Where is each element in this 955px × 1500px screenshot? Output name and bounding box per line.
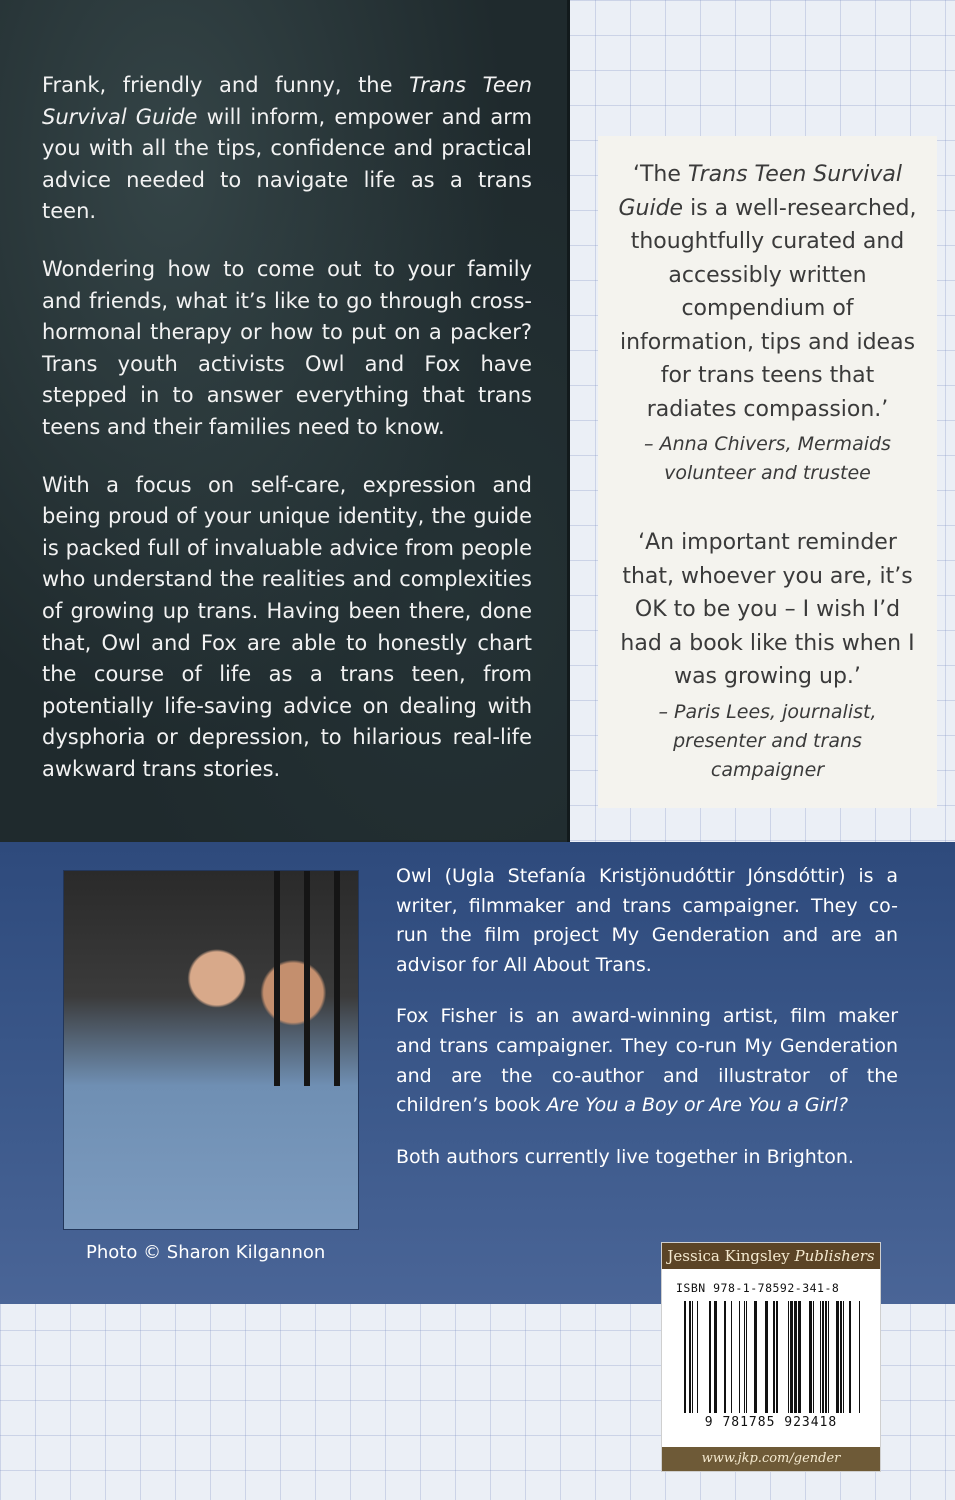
barcode-bar	[828, 1301, 829, 1413]
barcode-bar	[697, 1301, 698, 1413]
barcode-panel	[661, 1242, 881, 1472]
ean-digits: 9 781785 923418	[704, 1415, 838, 1430]
barcode-bar	[790, 1301, 793, 1413]
barcode-bar	[714, 1301, 717, 1413]
barcode-bar	[798, 1301, 801, 1413]
barcode-bar	[765, 1301, 768, 1413]
endorsement-quote-2: ‘An important reminder that, whoever you are, it’s OK to be you – I wish I’d had a book like this when I was growing up.’	[620, 530, 915, 689]
barcode-bar	[754, 1301, 757, 1413]
endorsement-box	[598, 136, 937, 808]
barcode-bar	[684, 1301, 686, 1413]
barcode-bar	[744, 1301, 745, 1413]
bio-location: Both authors currently live together in Brighton.	[396, 1145, 854, 1168]
barcode-bar	[859, 1301, 860, 1413]
barcode-bar	[689, 1301, 691, 1413]
blurb-paragraph-2: Wondering how to come out to your family and friends, what it’s like to go through cross-hormonal therapy or how to put on a packer? Trans youth activists Owl and Fox have stepped in to answer everything that trans teens and their families need to know.	[42, 256, 532, 439]
endorsement-quote-1: ‘The Trans Teen Survival Guide is a well-researched, thoughtfully curated and accessibly written compendium of information, tips and ideas for trans teens that radiates compassion.’	[618, 162, 917, 422]
isbn-number: ISBN 978-1-78592-341-8	[676, 1281, 840, 1295]
barcode-bar	[794, 1301, 797, 1413]
blurb-paragraph-1: Frank, friendly and funny, the Trans Teen Survival Guide will inform, empower and arm you with all the tips, confidence and practical advice needed to navigate life as a trans teen.	[42, 73, 533, 224]
bio-owl: Owl (Ugla Stefanía Kristjönudóttir Jónsdóttir) is a writer, filmmaker and trans campaigner. They co-run the film project My Genderation and are an advisor for All About Trans.	[396, 865, 898, 976]
publisher-website: www.jkp.com/gender	[662, 1447, 880, 1471]
publisher-logo: Jessica Kingsley Publishers	[662, 1243, 880, 1269]
bio-fox: Fox Fisher is an award-winning artist, film maker and trans campaigner. They co-run My Genderation and are the co-author and illustrator of the children’s book Are You a Boy or Are You a Girl?	[396, 1005, 898, 1117]
barcode-bar	[836, 1301, 839, 1413]
barcode-bar	[692, 1301, 693, 1413]
barcode-icon	[684, 1301, 860, 1413]
barcode-bar	[788, 1301, 789, 1413]
blurb-paragraph-3: With a focus on self-care, expression and being proud of your unique identity, the guide is packed full of invaluable advice from people who understand the realities and complexities of growing up trans. Having been there, done that, Owl and Fox are able to honestly chart the course of life as a trans teen, from potentially life-saving advice on dealing with dysphoria or depression, to hilarious real-life awkward trans stories.	[42, 472, 532, 781]
barcode-bar	[776, 1301, 778, 1413]
photo-credit: Photo © Sharon Kilgannon	[86, 1242, 326, 1263]
barcode-bar	[809, 1301, 812, 1413]
childrens-book-title: Are You a Boy or Are You a Girl?	[546, 1094, 849, 1117]
barcode-bar	[709, 1301, 711, 1413]
barcode-bar	[813, 1301, 814, 1413]
endorsement-attribution-1: – Anna Chivers, Mermaids volunteer and trustee	[644, 433, 891, 484]
barcode-bar	[820, 1301, 821, 1413]
barcode-bar	[843, 1301, 844, 1413]
author-bio	[396, 862, 898, 1194]
barcode-bar	[822, 1301, 824, 1413]
stair-rail	[304, 871, 310, 1086]
barcode-bar	[739, 1301, 740, 1413]
book-title-inline: Trans Teen Survival Guide	[42, 73, 533, 129]
endorsement-attribution-2: – Paris Lees, journalist, presenter and trans campaigner	[658, 700, 877, 781]
book-blurb	[42, 70, 532, 811]
barcode-bar	[773, 1301, 775, 1413]
barcode-bar	[840, 1301, 842, 1413]
stair-rail	[274, 871, 280, 1086]
barcode-bar	[731, 1301, 732, 1413]
barcode-bar	[746, 1301, 747, 1413]
barcode-bar	[724, 1301, 726, 1413]
author-photo	[63, 870, 359, 1230]
barcode-bar	[825, 1301, 827, 1413]
stair-rail	[334, 871, 340, 1086]
barcode-bar	[849, 1301, 851, 1413]
